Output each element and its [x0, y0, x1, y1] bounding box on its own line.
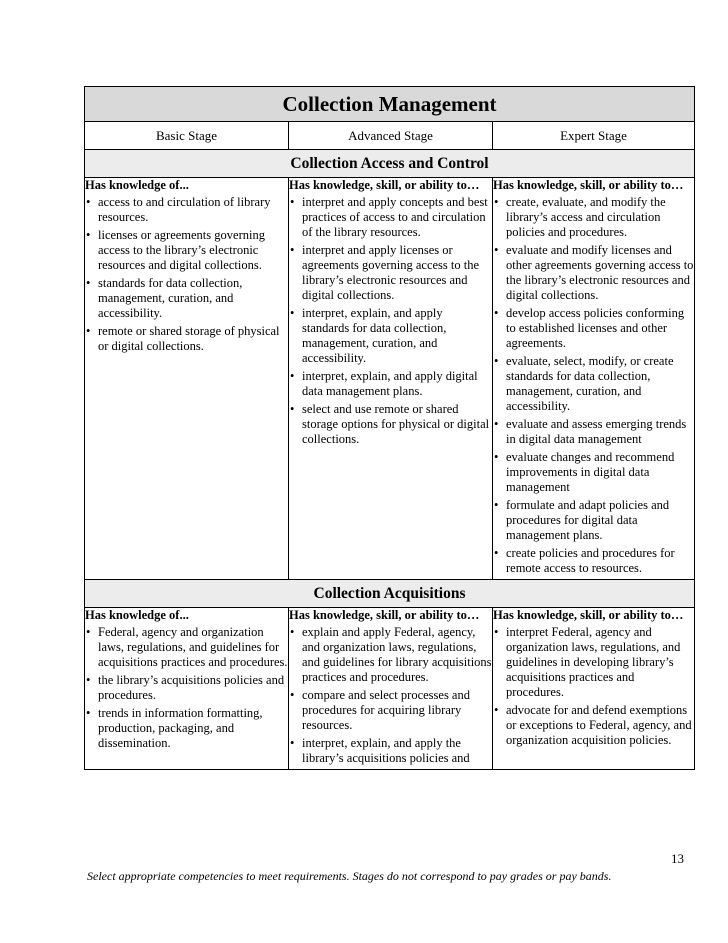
advanced-cell — [289, 178, 493, 580]
stage-expert: Expert Stage — [493, 122, 695, 150]
section-row-acquisitions — [85, 608, 695, 770]
cell-heading: Has knowledge of... — [85, 608, 189, 622]
collection-management-table — [84, 86, 695, 770]
competency-item: • remote or shared storage of physical or digital collections. — [85, 324, 288, 354]
competency-item: • evaluate changes and recommend improvements in digital data management — [493, 450, 694, 495]
competency-item: • evaluate and assess emerging trends in digital data management — [493, 417, 694, 447]
competency-item: • standards for data collection, management, curation, and accessibility. — [85, 276, 288, 321]
competency-list — [289, 195, 492, 447]
competency-item: • licenses or agreements governing access to the library’s electronic resources and digital collections. — [85, 228, 288, 273]
competency-item: • evaluate and modify licenses and other agreements governing access to the library’s electronic resources and digital collections. — [493, 243, 694, 303]
competency-item: • evaluate, select, modify, or create standards for data collection, management, curation, and accessibility. — [493, 354, 694, 414]
competency-item: • interpret, explain, and apply the library’s acquisitions policies and — [289, 736, 492, 766]
competency-item: • access to and circulation of library resources. — [85, 195, 288, 225]
competency-item: • interpret Federal, agency and organization laws, regulations, and guidelines in developing library’s acquisitions practices and procedures. — [493, 625, 694, 700]
cell-heading: Has knowledge of... — [85, 178, 189, 192]
section-heading-access: Collection Access and Control — [85, 150, 695, 178]
competency-item: • compare and select processes and procedures for acquiring library resources. — [289, 688, 492, 733]
cell-heading: Has knowledge, skill, or ability to… — [493, 608, 684, 622]
competency-item: • select and use remote or shared storage options for physical or digital collections. — [289, 402, 492, 447]
page-number: 13 — [671, 851, 684, 866]
table-title: Collection Management — [85, 87, 695, 122]
competency-item: • formulate and adapt policies and procedures for digital data management plans. — [493, 498, 694, 543]
stage-header-row — [85, 122, 695, 150]
competency-item: • develop access policies conforming to established licenses and other agreements. — [493, 306, 694, 351]
competency-item: • the library’s acquisitions policies and procedures. — [85, 673, 288, 703]
competency-list — [85, 625, 288, 751]
section-row-access — [85, 178, 695, 580]
advanced-cell — [289, 608, 493, 770]
stage-advanced: Advanced Stage — [289, 122, 493, 150]
competency-item: • create, evaluate, and modify the library’s access and circulation policies and procedures. — [493, 195, 694, 240]
competency-item: • interpret, explain, and apply digital data management plans. — [289, 369, 492, 399]
competency-list — [493, 625, 694, 748]
basic-cell — [85, 608, 289, 770]
competency-item: • trends in information formatting, production, packaging, and dissemination. — [85, 706, 288, 751]
competency-item: • Federal, agency and organization laws, regulations, and guidelines for acquisitions practices and procedures. — [85, 625, 288, 670]
competency-list — [493, 195, 694, 576]
expert-cell — [493, 608, 695, 770]
basic-cell — [85, 178, 289, 580]
competency-item: • explain and apply Federal, agency, and organization laws, regulations, and guidelines for library acquisitions practices and procedures. — [289, 625, 492, 685]
competency-item: • interpret, explain, and apply standards for data collection, management, curation, and accessibility. — [289, 306, 492, 366]
competency-list — [85, 195, 288, 354]
cell-heading: Has knowledge, skill, or ability to… — [493, 178, 684, 192]
competency-item: • create policies and procedures for remote access to resources. — [493, 546, 694, 576]
expert-cell — [493, 178, 695, 580]
competency-item: • advocate for and defend exemptions or exceptions to Federal, agency, and organization acquisition policies. — [493, 703, 694, 748]
cell-heading: Has knowledge, skill, or ability to… — [289, 178, 480, 192]
stage-basic: Basic Stage — [85, 122, 289, 150]
section-heading-acquisitions: Collection Acquisitions — [85, 580, 695, 608]
competency-item: • interpret and apply licenses or agreements governing access to the library’s electronic resources and digital collections. — [289, 243, 492, 303]
competency-item: • interpret and apply concepts and best practices of access to and circulation of the library resources. — [289, 195, 492, 240]
competency-list — [289, 625, 492, 766]
footer-note: Select appropriate competencies to meet requirements. Stages do not correspond to pay grades or pay bands. — [87, 869, 612, 883]
cell-heading: Has knowledge, skill, or ability to… — [289, 608, 480, 622]
